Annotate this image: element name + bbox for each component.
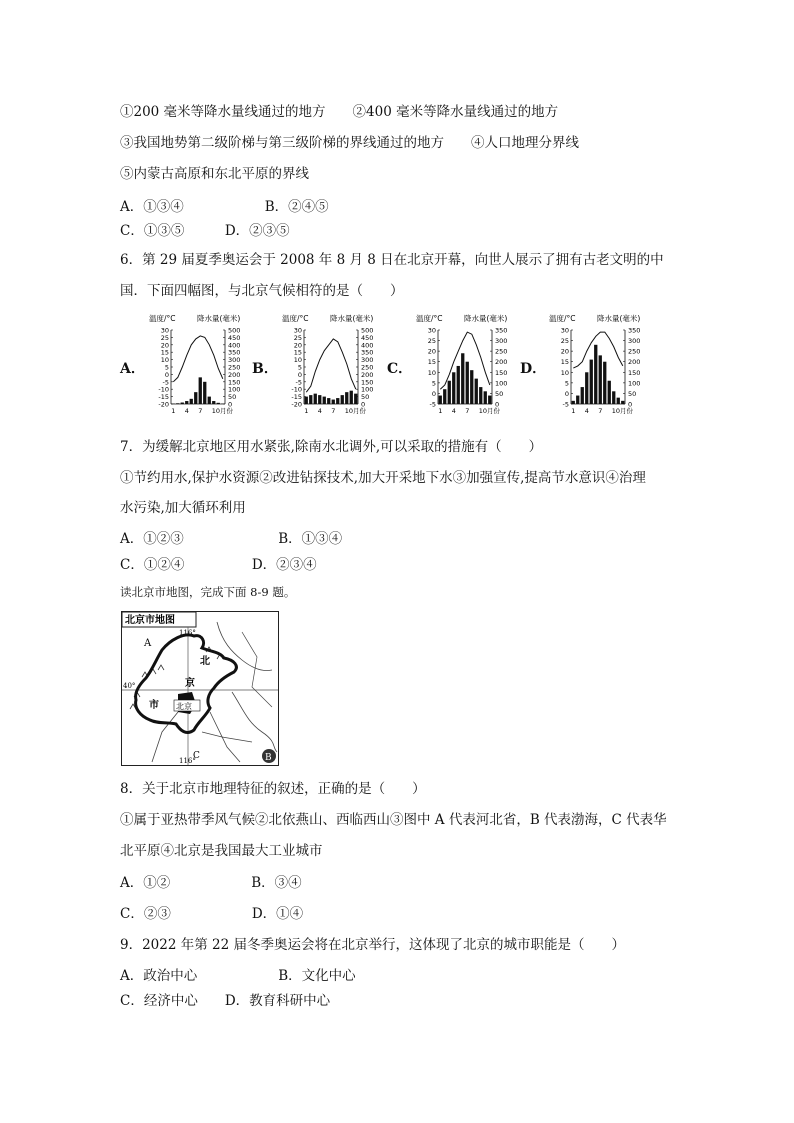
q6-option-c-label: C． (387, 361, 413, 377)
precip-tick-label: 450 (361, 333, 374, 342)
precip-bar (466, 362, 469, 404)
precip-tick-label: 500 (228, 326, 241, 335)
temp-tick-label: -5 (295, 378, 302, 387)
q9-stem: 9．2022 年第 22 届冬季奥运会将在北京举行，这体现了北京的城市职能是（ ） (120, 937, 625, 953)
month-tick-label: 4 (584, 407, 589, 415)
climate-chart-d (545, 312, 655, 420)
precip-tick-label: 250 (495, 347, 508, 356)
temp-tick-label: 25 (160, 333, 169, 342)
temp-tick-label: -5 (162, 378, 169, 387)
temp-curve (173, 336, 223, 382)
q5-item-line1: ①200 毫米等降水量线通过的地方 ②400 毫米等降水量线通过的地方 (120, 104, 559, 120)
temp-tick-label: 25 (560, 337, 569, 346)
precip-bar (590, 360, 593, 404)
temp-tick-label: 15 (427, 358, 436, 367)
map-letter-c: C (193, 751, 200, 761)
q8-stem: 8．关于北京市地理特征的叙述，正确的是（ ） (120, 781, 426, 797)
precip-tick-label: 300 (228, 356, 241, 365)
precip-tick-label: 0 (361, 400, 366, 409)
precip-bar (190, 399, 193, 404)
precip-bar (594, 345, 597, 404)
precip-tick-label: 400 (361, 341, 374, 350)
q5-item-line3: ⑤内蒙古高原和东北平原的界线 (120, 166, 309, 182)
precip-bar (443, 389, 446, 404)
precip-axis-title: 降水量(毫米) (597, 314, 641, 323)
temp-tick-label: 15 (160, 348, 169, 357)
precip-bar (581, 387, 584, 404)
q6-option-b-label: B． (252, 361, 278, 377)
map-lat: 40° (123, 682, 136, 690)
map-letter-a: A (144, 638, 152, 649)
precip-tick-label: 0 (628, 400, 633, 409)
temp-tick-label: 5 (164, 363, 169, 372)
map-intro: 读北京市地图，完成下面 8-9 题。 (120, 585, 296, 599)
precip-bar (327, 398, 330, 404)
temp-tick-label: 10 (427, 368, 436, 377)
q5-item-line2: ③我国地势第二级阶梯与第三级阶梯的界线通过的地方 ④人口地理分界线 (120, 135, 579, 151)
month-tick-label: 1 (438, 407, 443, 415)
temp-tick-label: -10 (291, 385, 302, 394)
q8-options-ab: A．①② B．③④ (120, 875, 302, 891)
month-tick-label: 1 (571, 407, 576, 415)
month-tick-label: 4 (184, 407, 189, 415)
precip-tick-label: 0 (228, 400, 233, 409)
precip-bar (452, 372, 455, 404)
q8-item-line1: ①属于亚热带季风气候②北依燕山、西临西山③图中 A 代表河北省，B 代表渤海，C 代表华 (120, 812, 667, 828)
map-lon-top: 116° (179, 629, 196, 637)
precip-tick-label: 150 (628, 368, 641, 377)
precip-tick-label: 350 (228, 348, 241, 357)
precip-bar (314, 394, 317, 404)
precip-bar (332, 400, 335, 404)
precip-tick-label: 300 (495, 337, 508, 346)
temp-tick-label: 15 (560, 358, 569, 367)
map-label-char2: 京 (185, 678, 195, 689)
precip-bar (585, 372, 588, 404)
precip-bar (345, 392, 348, 404)
map-lon-bottom: 116° (179, 757, 196, 765)
q7-item-line2: 水污染,加大循环利用 (120, 500, 246, 516)
precip-bar (350, 391, 353, 404)
month-tick-label: 10月份 (478, 407, 501, 415)
precip-bar (336, 398, 339, 404)
precip-tick-label: 150 (361, 378, 374, 387)
map-label-char1: 北 (200, 656, 210, 667)
precip-tick-label: 50 (495, 389, 504, 398)
q7-options-cd: C．①②④ D．②③④ (120, 557, 317, 573)
beijing-map-graphic (122, 612, 278, 765)
q6-option-a-label: A． (120, 361, 145, 377)
precip-tick-label: 50 (361, 393, 370, 402)
precip-bar (194, 392, 197, 404)
temp-tick-label: 5 (297, 363, 302, 372)
precip-tick-label: 150 (228, 378, 241, 387)
precip-bar (217, 403, 220, 404)
q8-item-line2: 北平原④北京是我国最大工业城市 (120, 843, 323, 859)
temp-tick-label: 5 (431, 379, 436, 388)
temp-tick-label: 10 (293, 356, 302, 365)
precip-tick-label: 200 (628, 358, 641, 367)
precip-bar (203, 382, 206, 404)
month-tick-label: 10月份 (344, 407, 367, 415)
precip-tick-label: 250 (361, 363, 374, 372)
temp-tick-label: 0 (297, 370, 302, 379)
precip-bar (617, 398, 620, 404)
precip-bar (181, 403, 184, 404)
temp-tick-label: 10 (160, 356, 169, 365)
precip-tick-label: 50 (628, 389, 637, 398)
temp-curve (573, 332, 623, 368)
temp-tick-label: 30 (427, 326, 436, 335)
map-label-char3: 市 (149, 700, 159, 711)
temp-tick-label: 25 (427, 337, 436, 346)
temp-curve (440, 332, 490, 389)
map-title: 北京市地图 (125, 615, 175, 626)
precip-bar (199, 377, 202, 404)
precip-tick-label: 300 (628, 337, 641, 346)
precip-bar (185, 401, 188, 404)
q5-options-ab: A．①③④ B．②④⑤ (120, 199, 329, 215)
precip-bar (612, 391, 615, 404)
precip-bar (354, 394, 357, 404)
precip-bar (488, 396, 491, 404)
q7-options-ab: A．①②③ B．①③④ (120, 531, 343, 547)
precip-bar (323, 397, 326, 404)
precip-axis-title: 降水量(毫米) (464, 314, 508, 323)
precip-bar (461, 353, 464, 404)
precip-axis-title: 降水量(毫米) (197, 314, 241, 323)
temp-tick-label: -5 (562, 400, 569, 409)
precip-bar (305, 397, 308, 404)
precip-bar (341, 395, 344, 404)
q9-options-ab: A．政治中心 B．文化中心 (120, 968, 356, 984)
q6-stem-line2: 国．下面四幅图，与北京气候相符的是（ ） (120, 283, 404, 299)
temp-tick-label: -20 (158, 400, 169, 409)
temp-tick-label: 20 (160, 341, 169, 350)
temp-axis-title: 温度/°C (416, 314, 443, 323)
precip-tick-label: 100 (228, 385, 241, 394)
map-letter-b: B (265, 753, 272, 763)
map-city-label: 北京 (176, 702, 192, 711)
precip-bar (603, 362, 606, 404)
precip-bar (457, 366, 460, 404)
precip-tick-label: 150 (495, 368, 508, 377)
q8-options-cd: C．②③ D．①④ (120, 906, 304, 922)
month-tick-label: 1 (304, 407, 309, 415)
beijing-map (121, 611, 279, 766)
precip-bar (208, 397, 211, 404)
temp-tick-label: 0 (564, 389, 569, 398)
precip-bar (212, 401, 215, 404)
temp-tick-label: 15 (293, 348, 302, 357)
precip-bar (439, 396, 442, 404)
month-tick-label: 10月份 (611, 407, 634, 415)
precip-bar (599, 355, 602, 404)
temp-tick-label: 0 (431, 389, 436, 398)
month-tick-label: 1 (171, 407, 176, 415)
precip-bar (448, 381, 451, 404)
climate-chart-a (145, 312, 255, 420)
precip-bar (318, 395, 321, 404)
precip-bar (621, 401, 624, 404)
precip-tick-label: 450 (228, 333, 241, 342)
temp-axis-title: 温度/°C (282, 314, 309, 323)
precip-bar (484, 391, 487, 404)
temp-tick-label: 0 (164, 370, 169, 379)
temp-tick-label: -15 (291, 393, 302, 402)
precip-bar (576, 396, 579, 404)
precip-tick-label: 500 (361, 326, 374, 335)
q7-item-line1: ①节约用水,保护水资源②改进钻探技术,加大开采地下水③加强宣传,提高节水意识④治理 (120, 470, 646, 486)
temp-axis-title: 温度/°C (549, 314, 576, 323)
month-tick-label: 7 (598, 407, 603, 415)
precip-tick-label: 100 (495, 379, 508, 388)
temp-tick-label: 20 (293, 341, 302, 350)
temp-tick-label: 30 (293, 326, 302, 335)
temp-tick-label: 10 (560, 368, 569, 377)
q6-option-d-label: D． (520, 361, 547, 377)
precip-tick-label: 50 (228, 393, 237, 402)
month-tick-label: 7 (331, 407, 336, 415)
precip-tick-label: 0 (495, 400, 500, 409)
precip-axis-title: 降水量(毫米) (330, 314, 374, 323)
temp-axis-title: 温度/°C (149, 314, 176, 323)
month-tick-label: 10月份 (211, 407, 234, 415)
temp-tick-label: 5 (564, 379, 569, 388)
precip-tick-label: 100 (628, 379, 641, 388)
climate-chart-b (278, 312, 388, 420)
precip-bar (475, 379, 478, 404)
precip-tick-label: 300 (361, 356, 374, 365)
climate-chart-c (412, 312, 522, 420)
precip-bar (470, 370, 473, 404)
precip-tick-label: 100 (361, 385, 374, 394)
precip-tick-label: 350 (361, 348, 374, 357)
q7-stem: 7．为缓解北京地区用水紧张,除南水北调外,可以采取的措施有（ ） (120, 439, 543, 455)
temp-tick-label: 30 (160, 326, 169, 335)
temp-tick-label: 25 (293, 333, 302, 342)
precip-tick-label: 200 (361, 370, 374, 379)
temp-tick-label: -20 (291, 400, 302, 409)
precip-bar (479, 387, 482, 404)
q9-options-cd: C．经济中心 D．教育科研中心 (120, 993, 331, 1009)
temp-tick-label: 20 (427, 347, 436, 356)
precip-tick-label: 250 (228, 363, 241, 372)
month-tick-label: 4 (451, 407, 456, 415)
precip-bar (309, 395, 312, 404)
q5-options-cd: C．①③⑤ D．②③⑤ (120, 223, 290, 239)
precip-tick-label: 200 (228, 370, 241, 379)
temp-tick-label: -15 (158, 393, 169, 402)
q6-stem-line1: 6．第 29 届夏季奥运会于 2008 年 8 月 8 日在北京开幕，向世人展示了拥有古老文明的中 (120, 252, 664, 268)
precip-tick-label: 350 (495, 326, 508, 335)
precip-bar (608, 381, 611, 404)
precip-tick-label: 350 (628, 326, 641, 335)
temp-tick-label: 30 (560, 326, 569, 335)
temp-curve (306, 339, 356, 392)
precip-tick-label: 400 (228, 341, 241, 350)
temp-tick-label: 20 (560, 347, 569, 356)
precip-tick-label: 250 (628, 347, 641, 356)
month-tick-label: 7 (465, 407, 470, 415)
precip-tick-label: 200 (495, 358, 508, 367)
precip-bar (572, 401, 575, 404)
month-tick-label: 4 (317, 407, 322, 415)
month-tick-label: 7 (198, 407, 203, 415)
temp-tick-label: -5 (429, 400, 436, 409)
temp-tick-label: -10 (158, 385, 169, 394)
precip-bar (176, 403, 179, 404)
